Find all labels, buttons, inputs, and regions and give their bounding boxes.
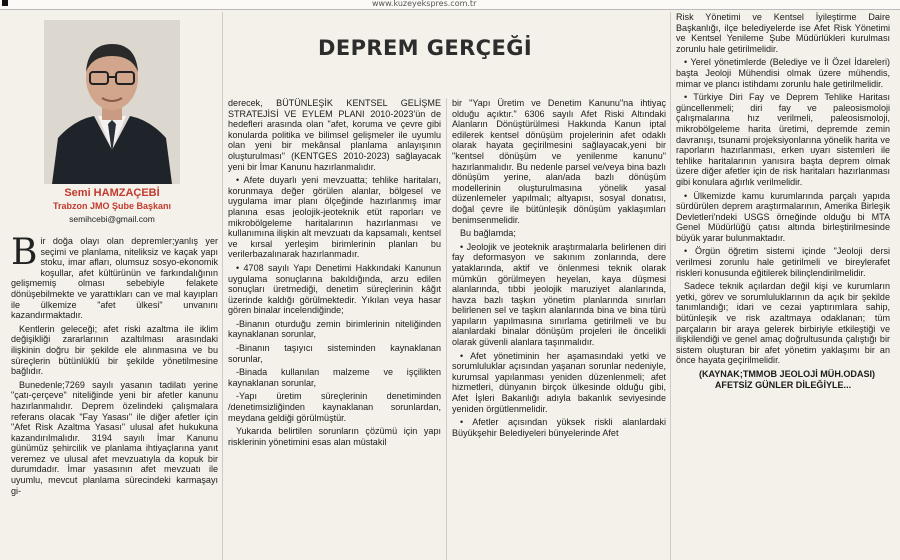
header-rule <box>0 9 900 10</box>
article-closing: (KAYNAK;TMMOB JEOLOJİ MÜH.ODASI) AFETSİZ GÜNLER DİLEĞİYLE... <box>698 369 876 390</box>
author-title: Trabzon JMO Şube Başkanı <box>52 201 172 211</box>
article-paragraph: Bir doğa olayı olan depremler;yanlış yer seçimi ve planlama, niteliksiz ve kaçak yapı stoku, imar afları, olumsuz sosyo-ekonomik koşullar, afet kültürünün ve farkındalığının gelişmemiş olması sebebiyle felakete dönüşebilmekte ve yarattıkları can ve mal kayıpları ile ülkemize "afet ülkesi" unvanını kazandırmaktadır. <box>11 236 218 321</box>
article-paragraph: -Binada kullanılan malzeme ve işçilikten kaynaklanan sorunlar, <box>228 367 441 388</box>
article-column-4 <box>676 12 890 560</box>
article-paragraph: Sadece teknik açılardan değil kişi ve kurumların yetki, görev ve sorumluluklarının da açık bir şekilde tanımlandığı; idari ve cezai yaptırımlara sahip, bütünleşik ve risk azaltmaya odaklanan; tüm parçaların bir araya gelerek birbiriyle etkileştiği ve ilişkilendiği ve genel amaç doğrultusunda çalıştığı bir sistem oluşturan bir afet yönetim yaklaşımı bir an önce hayata geçirilmelidir. <box>676 281 890 366</box>
article-paragraph: -Yapı üretim süreçlerinin denetiminden /denetimsizliğinden kaynaklanan sorunlardan, meydana geldiği görülmüştür. <box>228 391 441 423</box>
article-paragraph: -Binanın oturduğu zemin birimlerinin niteliğinden kaynaklanan sorunlar, <box>228 318 441 340</box>
article-paragraph: • Örgün öğretim sistemi içinde "Jeoloji dersi verilmesi zorunlu hale getirilmeli ve bireylerafet riskleri konusunda eğitilerek bilinçlendirilmelidir. <box>676 246 890 278</box>
article-paragraph: bir "Yapı Üretim ve Denetim Kanunu"na ihtiyaç olduğu açıktır." 6306 sayılı Afet Riski Altındaki Alanların Dönüştürülmesi Hakkında Kanun iptal edilerek kentsel dönüşüm projelerinin afet odaklı olarak hayata geçirilmesini sağlayacak,yeni bir "kentsel dönüşüm ve yenilenme kanunu" hazırlanmalıdır. Bu nedenle parsel ve/veya bina bazlı dönüşüm yerine, alan/ada bazlı dönüşüm modellerinin oluşturulmasına yönelik yasal düzenlemeler yapılmalı; altyapısı, sosyal donatısı, doğal çevre ile bütünleşik dönüşüm yaklaşımları benimsenmelidir. <box>452 98 666 225</box>
article-paragraph: • Jeolojik ve jeoteknik araştırmalarla belirlenen diri fay deformasyon ve sakınım zonlarında, dere yataklarında, aktif ve önlenmesi teknik olarak mümkün görülmeyen heyelan, kaya düşmesi alanlarında, tıbbi jeolojik maruziyet alanlarında, havza bazlı taşkın yönetim planlarında sınırları belirlenen sel ve taşkın alanlarında bina ve bina türü yapıların yapılmasına sınırlama getirilmeli ve bu alanlardaki binalar dönüşüm projeleri ile öncelikli olarak güvenli alanlara taşınmalıdır. <box>452 241 666 348</box>
column-divider <box>222 12 223 560</box>
article-column-2 <box>228 98 441 560</box>
author-name: Semi HAMZAÇEBİ <box>64 187 160 199</box>
article-paragraph: • 4708 sayılı Yapı Denetimi Hakkındaki Kanunun uygulama sonuçlarına bakıldığında, arzu edilen sonuçları üretmediği, denetim süreçlerinin kâğıt üzerinde kaldığı görülmektedir. Yıkılan veya hasar gören binalar incelendiğinde; <box>228 262 441 316</box>
column-divider <box>446 98 447 560</box>
author-email[interactable]: semihcebi@gmail.com <box>69 214 155 224</box>
article-paragraph: -Binanın taşıyıcı sisteminden kaynaklanan sorunlar, <box>228 343 441 364</box>
author-photo <box>44 20 180 184</box>
drop-cap: B <box>11 236 38 273</box>
author-caption <box>44 184 180 228</box>
article-paragraph: • Afetler açısından yüksek riskli alanlardaki Büyükşehir Belediyeleri bünyelerinde Afet <box>452 417 666 438</box>
article-paragraph: Bu bağlamda; <box>460 228 516 239</box>
article-paragraph: Yukarıda belirtilen sorunların çözümü için yapı risklerinin yönetimini esas alan müstakil <box>228 426 441 447</box>
site-url: www.kuzeyekspres.com.tr <box>372 0 477 8</box>
article-headline: DEPREM GERÇEĞİ <box>318 36 533 60</box>
article-paragraph: • Afet yönetiminin her aşamasındaki yetki ve sorumluluklar açısından yaşanan sorunlar nedeniyle, kurumsal yapılanması yeniden düzenlenmeli; afet hizmetleri, dünyanın birçok ülkesinde olduğu gibi, Afet İşleri Bakanlığı adıyla bakanlık seviyesinde yeniden örgütlenmelidir. <box>452 350 666 414</box>
article-column-3 <box>452 98 666 560</box>
article-column-1 <box>11 236 218 560</box>
article-paragraph: Bunedenle;7269 sayılı yasanın tadilatı yerine "çatı-çerçeve" niteliğinde yeni bir afetler kanunu hazırlanmalıdır. Deprem özelindeki çalışmalara referans olacak "Fay Yasası" ile diğer afetler için "Afet Risk Azaltma Yasası" ulusal afet hukukuna kazandırılmalıdır. 3194 sayılı İmar Kanunu günümüz şehircilik ve planlama ihtiyaçlarına yanıt veremez ve ulusal afet mevzuatıyla da kopuk bir durumdadır. İmar yasasının afet mevzuatı ile uyumlu, mevcut planlama sürecindeki karmaşayı gi- <box>11 379 218 496</box>
column-divider <box>670 12 671 560</box>
article-paragraph: • Afete duyarlı yeni mevzuatta; tehlike haritaları, korunmaya değer görülen alanlar, bölgesel ve uygulama imar planı ölçeğinde hazırlanmış imar planına esas jeolojik-jeoteknik etüt raporları ve mikrobölgeleme haritalarının hazırlanması ve kullanımına ilişkin alt mevzuatı da kapsamalı, kentsel ve kırsal yerleşim birimlerinin planları bu verilerbazalınarak hazırlanmadır. <box>228 175 441 260</box>
page-mark <box>2 0 8 6</box>
article-paragraph: Kentlerin geleceği; afet riski azaltma ile iklim değişikliği zararlarının azaltılması arasındaki ilişkinin doğru bir şekilde ele alınmasına ve bu süreçlerin bütünlüklü bir şekilde yönetilmesine bağlıdır. <box>11 323 218 377</box>
article-paragraph: derecek, BÜTÜNLEŞİK KENTSEL GELİŞME STRATEJİSİ VE EYLEM PLANI 2010-2023'ün de hedefleri arasında olan "afet, koruma ve çevre gibi konularda politika ve bilimsel gelişmeler ile uyumlu olan yeni bir mekânsal planlama anlayışının oluşturulması" (KENTGES 2010-2023) sağlayacak yeni bir İmar Kanunu hazırlanmalıdır. <box>228 98 441 172</box>
article-paragraph: • Ülkemizde kamu kurumlarında parçalı yapıda sürdürülen deprem araştırmalarının, Amerika Birleşik Devletleri'ndeki USGS örneğinde olduğu bi MTA Genel Müdürlüğü çatısı altında birleştirilmesinde büyük yarar bulunmaktadır. <box>676 190 890 243</box>
article-paragraph: • Yerel yönetimlerde (Belediye ve İl Özel İdareleri) başta Jeoloji Mühendisi olmak üzere mühendis, mimar ve plancı istihdamı zorunlu hale getirilmelidir. <box>676 57 890 89</box>
article-paragraph: • Türkiye Diri Fay ve Deprem Tehlike Haritası güncellenmeli; diri fay ve paleosismoloji çalışmalarına hız verilmeli, paleosismoloji, mikrobölgeleme harita üretimi, depremde zemin davranışı, tsunami projeksiyonlarına yönelik harita ve raporların hazırlanması, erken uyarı sistemleri ile tehlike haritalarının yanısıra başta deprem olmak üzere diğer afetler için de risk haritaları hazırlanması gibi konulara ağırlık verilmelidir. <box>676 92 890 187</box>
article-paragraph: Risk Yönetimi ve Kentsel İyileştirme Daire Başkanlığı, ilçe belediyelerde ise Afet Risk Yönetimi ve Kentsel Yenileme Şube Müdürlükleri kurulması zorunlu hale getirilmelidir. <box>676 12 890 54</box>
